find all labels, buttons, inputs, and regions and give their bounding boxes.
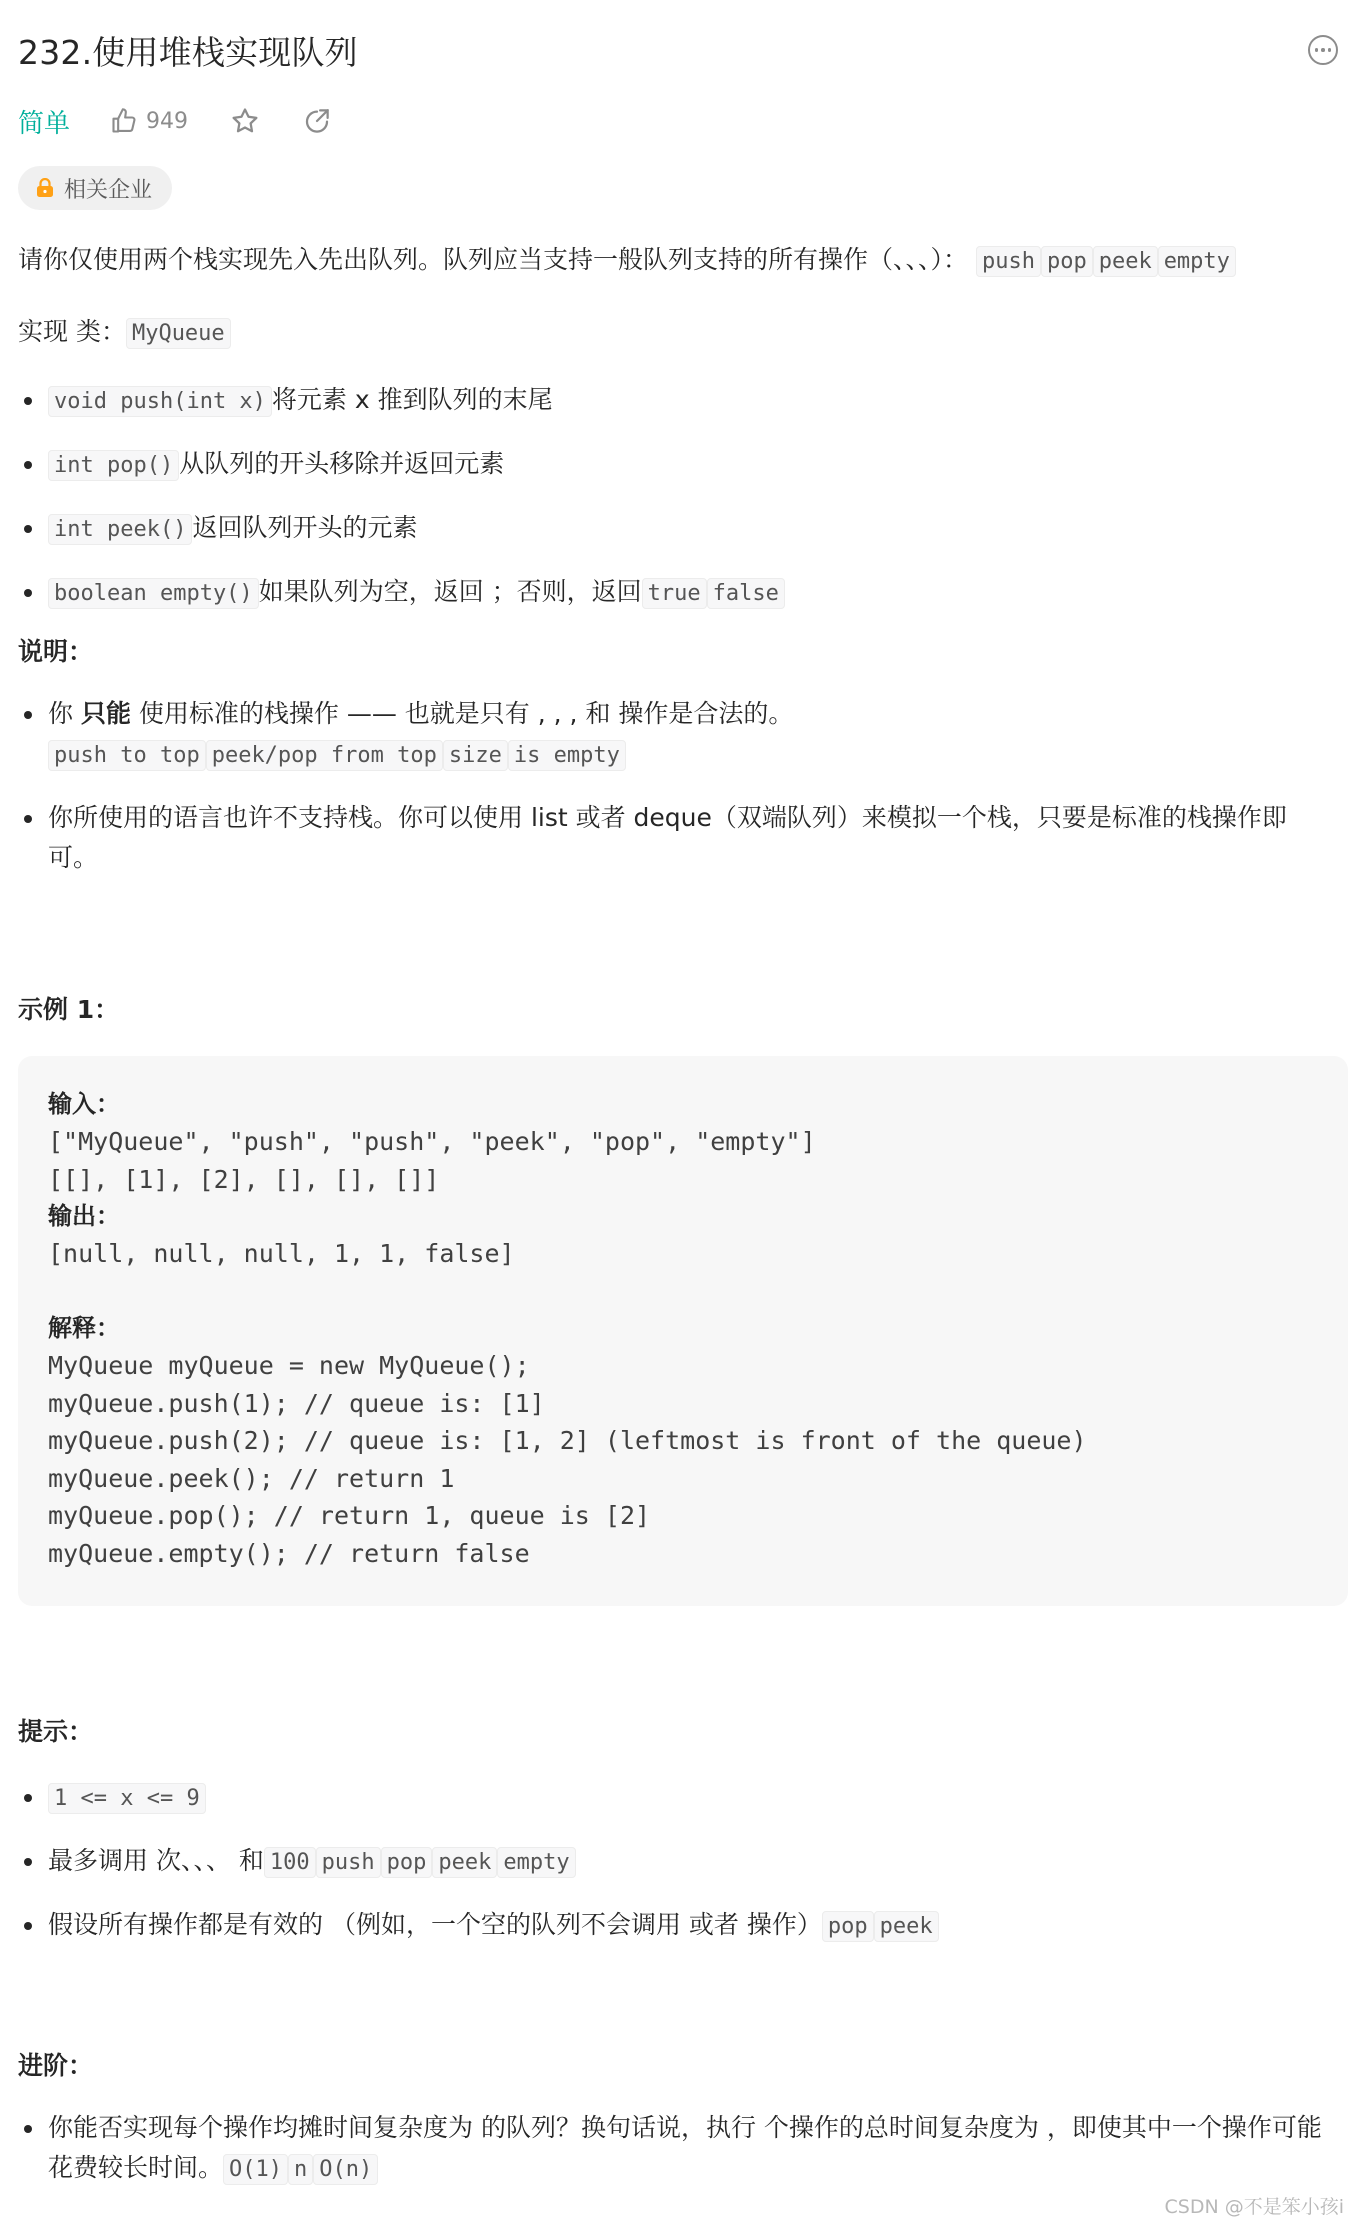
list-item xyxy=(18,694,1334,776)
favorite-button[interactable] xyxy=(230,106,260,136)
list-item xyxy=(18,572,1334,614)
output-label: 输出： xyxy=(48,1202,120,1230)
hints-heading: 提示： xyxy=(18,1717,94,1746)
advanced-heading: 进阶： xyxy=(18,2051,94,2080)
explain-line: myQueue.peek(); // return 1 xyxy=(48,1463,455,1493)
code-o1: O(1) xyxy=(223,2154,288,2185)
code-size: size xyxy=(443,740,508,771)
implement-label: 实现 类： xyxy=(18,317,126,346)
code-false: false xyxy=(707,578,785,609)
explain-label: 解释： xyxy=(48,1314,120,1342)
hint-text: 最多调用 次、、、 和 xyxy=(48,1846,264,1875)
explain-line: myQueue.pop(); // return 1, queue is [2] xyxy=(48,1501,651,1530)
star-icon xyxy=(230,106,260,136)
code-peek-pop: peek/pop from top xyxy=(206,740,443,771)
meta-row xyxy=(18,100,374,142)
code-push: push xyxy=(316,1847,381,1878)
method-text: 返回队列开头的元素 xyxy=(192,513,418,542)
explain-line: MyQueue myQueue = new MyQueue(); xyxy=(48,1351,530,1380)
difficulty-badge: 简单 xyxy=(18,108,71,139)
method-list xyxy=(18,380,1334,614)
note-text: 你 xyxy=(48,699,81,728)
input-label: 输入： xyxy=(48,1090,120,1118)
constraint-code: 1 <= x <= 9 xyxy=(48,1783,206,1814)
related-companies-tag[interactable] xyxy=(18,166,172,210)
explain-line: myQueue.empty(); // return false xyxy=(48,1538,530,1568)
list-item xyxy=(18,444,1334,486)
method-code: int peek() xyxy=(48,514,192,545)
code-true: true xyxy=(642,578,707,609)
spacer-line xyxy=(48,1273,1318,1311)
list-item xyxy=(18,508,1334,550)
hint-text: 假设所有操作都是有效的 （例如，一个空的队列不会调用 或者 操作） xyxy=(48,1910,822,1939)
lock-icon xyxy=(36,178,54,198)
example-block xyxy=(18,1056,1348,1606)
note-bold: 只能 xyxy=(80,699,131,728)
method-text: 如果队列为空，返回 ；否则，返回 xyxy=(258,577,642,606)
watermark: CSDN @不是笨小孩i xyxy=(1164,2196,1344,2218)
explain-line: myQueue.push(1); // queue is: [1] xyxy=(48,1388,545,1418)
title-row xyxy=(18,28,1346,72)
example-heading: 示例 1： xyxy=(18,995,120,1024)
input-line: [[], [1], [2], [], [], []] xyxy=(48,1164,440,1194)
problem-description xyxy=(18,240,1346,282)
more-options-icon[interactable] xyxy=(1308,35,1338,65)
advanced-text: 你能否实现每个操作均摊时间复杂度为 的队列？换句话说，执行 个操作的总时间复杂度为 ，即使其中一个操作可能花费较长时间。 xyxy=(48,2113,1322,2182)
list-item xyxy=(18,798,1334,878)
code-empty: empty xyxy=(1158,246,1236,277)
list-item xyxy=(18,1905,1334,1947)
list-item xyxy=(18,1777,1334,1819)
code-pop: pop xyxy=(822,1911,874,1942)
problem-title: 232.使用堆栈实现队列 xyxy=(18,32,358,72)
input-line: ["MyQueue", "push", "push", "peek", "pop", "empty"] xyxy=(48,1127,816,1156)
code-peek: peek xyxy=(432,1847,497,1878)
list-item xyxy=(18,1841,1334,1883)
list-item xyxy=(18,380,1334,422)
code-push: push xyxy=(976,246,1041,277)
tag-row xyxy=(18,166,172,210)
code-peek: peek xyxy=(1093,246,1158,277)
code-pop: pop xyxy=(381,1847,433,1878)
tag-label: 相关企业 xyxy=(64,177,153,203)
method-text: 将元素 x 推到队列的末尾 xyxy=(271,385,553,414)
explain-line: myQueue.push(2); // queue is: [1, 2] (leftmost is front of the queue) xyxy=(48,1426,1087,1455)
implement-line xyxy=(18,312,1346,354)
method-code: boolean empty() xyxy=(48,578,259,609)
method-code: void push(int x) xyxy=(48,386,272,417)
method-text: 从队列的开头移除并返回元素 xyxy=(179,449,505,478)
code-push-to-top: push to top xyxy=(48,740,206,771)
code-100: 100 xyxy=(264,1847,316,1878)
method-code: int pop() xyxy=(48,450,179,481)
notes-heading: 说明： xyxy=(18,637,94,666)
output-line: [null, null, null, 1, 1, false] xyxy=(48,1239,515,1268)
code-pop: pop xyxy=(1041,246,1093,277)
like-count: 949 xyxy=(146,108,189,134)
code-on: O(n) xyxy=(313,2154,378,2185)
code-empty: empty xyxy=(497,1847,575,1878)
share-button[interactable] xyxy=(302,106,332,136)
code-is-empty: is empty xyxy=(508,740,626,771)
note-text: 你所使用的语言也许不支持栈。你可以使用 list 或者 deque（双端队列）来模拟一个栈，只要是标准的栈操作即可。 xyxy=(48,803,1287,872)
hints-list xyxy=(18,1777,1334,1947)
advanced-list xyxy=(18,2108,1334,2190)
code-n: n xyxy=(288,2154,313,2185)
list-item xyxy=(18,2108,1334,2190)
code-peek: peek xyxy=(874,1911,939,1942)
like-button[interactable] xyxy=(110,107,188,135)
thumbs-up-icon xyxy=(110,107,138,135)
class-name-code: MyQueue xyxy=(126,318,231,349)
note-text: 使用标准的栈操作 —— 也就是只有 , , , 和 操作是合法的。 xyxy=(130,699,794,728)
share-icon xyxy=(302,106,332,136)
notes-list xyxy=(18,694,1334,878)
intro-text: 请你仅使用两个栈实现先入先出队列。队列应当支持一般队列支持的所有操作（、、、）： xyxy=(18,245,969,274)
